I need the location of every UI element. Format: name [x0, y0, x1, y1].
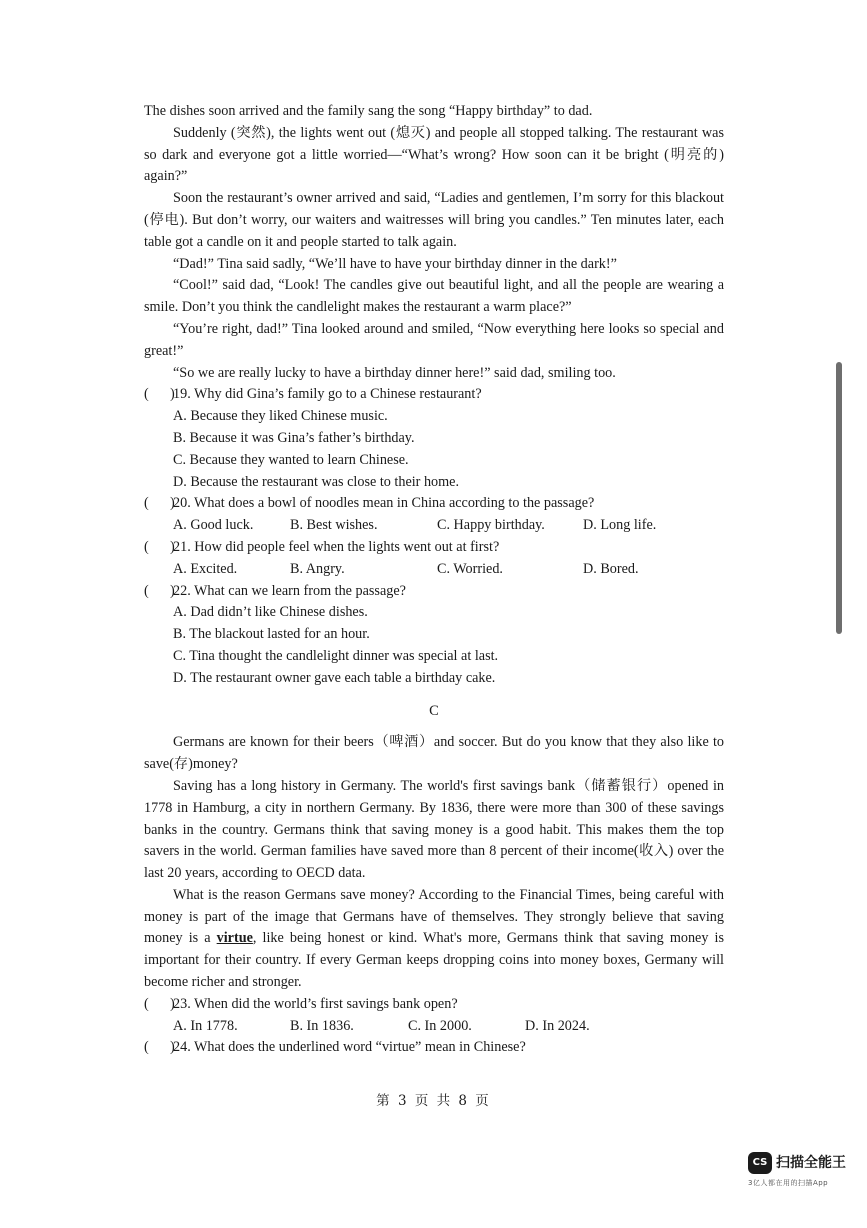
scrollbar[interactable]	[836, 362, 842, 634]
question-24	[144, 1037, 724, 1059]
passage-paragraph: “Dad!” Tina said sadly, “We’ll have to have your birthday dinner in the dark!”	[173, 255, 617, 272]
option: D. Bored.	[583, 560, 639, 577]
question-text: 20. What does a bowl of noodles mean in China according to the passage?	[173, 495, 595, 512]
option: C. Happy birthday.	[437, 517, 545, 534]
paragraph-text: , like being honest or kind. What's more, Germans think that saving money is important for their country. If every German keeps dropping coins into money boxes, Germany will become richer and stronger.	[144, 930, 724, 991]
underlined-word: virtue	[216, 930, 253, 947]
options-row	[144, 559, 724, 581]
question-text: 23. When did the world’s first savings bank open?	[173, 995, 458, 1012]
section-heading: C	[429, 702, 439, 719]
passage-paragraph: Suddenly (突然), the lights went out (熄灭) and people all stopped talking. The restaurant was so dark and everyone got a little worried—“What’s wrong? How soon can it be bright (明亮的) again?”	[144, 124, 724, 185]
passage-paragraph: The dishes soon arrived and the family sang the song “Happy birthday” to dad.	[144, 103, 593, 119]
passage-paragraph: “You’re right, dad!” Tina looked around and smiled, “Now everything here looks so special and great!”	[144, 320, 724, 359]
option: A. Because they liked Chinese music.	[173, 408, 388, 425]
passage-paragraph	[144, 885, 724, 994]
answer-blank: ( )	[144, 995, 175, 1012]
question-text: 19. Why did Gina’s family go to a Chinese restaurant?	[173, 386, 482, 403]
answer-blank: ( )	[144, 582, 175, 599]
scanner-watermark	[748, 1148, 858, 1198]
answer-blank: ( )	[144, 386, 175, 403]
question-19	[144, 384, 724, 406]
answer-blank: ( )	[144, 538, 175, 555]
answer-blank: ( )	[144, 1039, 175, 1056]
option: A. Good luck.	[173, 517, 254, 534]
options-row	[144, 515, 724, 537]
question-23	[144, 994, 724, 1016]
passage-paragraph: “Cool!” said dad, “Look! The candles give out beautiful light, and all the people are wearing a smile. Don’t you think the candlelight makes the restaurant a warm place?”	[144, 277, 724, 316]
watermark-title: 扫描全能王	[776, 1155, 846, 1171]
option: B. Best wishes.	[290, 517, 378, 534]
passage-paragraph: Saving has a long history in Germany. The world's first savings bank（储蓄银行）opened in 1778 in Hamburg, a city in northern Germany. By 1836, there were more than 300 of these savings banks in the country. Germans think that saving money is a good habit. This makes them the top savers in the world. German families have saved more than 8 percent of their income(收入) over the last 20 years, according to OECD data.	[144, 777, 724, 882]
passage-paragraph: “So we are really lucky to have a birthday dinner here!” said dad, smiling too.	[173, 364, 616, 381]
question-22	[144, 581, 724, 603]
camscanner-logo-icon: CS	[748, 1152, 772, 1174]
page-number: 第 3 页 共 8 页	[376, 1093, 491, 1109]
passage-paragraph: Soon the restaurant’s owner arrived and said, “Ladies and gentlemen, I’m sorry for this blackout (停电). But don’t worry, our waiters and waitresses will bring you candles.” Ten minutes later, each table got a candle on it and people started to talk again.	[144, 190, 724, 250]
options-row	[144, 1016, 724, 1038]
question-text: 24. What does the underlined word “virtue” mean in Chinese?	[173, 1039, 526, 1056]
answer-blank: ( )	[144, 495, 175, 512]
passage-paragraph: Germans are known for their beers（啤酒）and soccer. But do you know that they also like to save(存)money?	[144, 734, 724, 773]
option: A. Dad didn’t like Chinese dishes.	[173, 604, 368, 621]
question-text: 22. What can we learn from the passage?	[173, 582, 406, 599]
option: C. Tina thought the candlelight dinner was special at last.	[173, 647, 499, 664]
option: D. Because the restaurant was close to their home.	[173, 473, 460, 490]
option: D. Long life.	[583, 517, 657, 534]
paragraph-text: What is the reason Germans save money? According to the Financial Times, being careful with money is part of the image that Germans have of themselves. They strongly believe that saving money is a	[144, 886, 724, 947]
option: B. In 1836.	[290, 1017, 354, 1034]
option: B. The blackout lasted for an hour.	[173, 626, 370, 643]
page-content	[144, 101, 724, 1059]
option: D. In 2024.	[525, 1017, 590, 1034]
option: B. Angry.	[290, 560, 345, 577]
question-text: 21. How did people feel when the lights went out at first?	[173, 538, 500, 555]
option: C. Because they wanted to learn Chinese.	[173, 451, 409, 468]
option: C. In 2000.	[408, 1017, 472, 1034]
option: D. The restaurant owner gave each table a birthday cake.	[173, 669, 496, 686]
option: A. In 1778.	[173, 1017, 238, 1034]
option: A. Excited.	[173, 560, 238, 577]
question-21	[144, 537, 724, 559]
watermark-subtitle: 3亿人都在用的扫描App	[748, 1179, 829, 1187]
question-20	[144, 493, 724, 515]
option: B. Because it was Gina’s father’s birthday.	[173, 429, 415, 446]
option: C. Worried.	[437, 560, 503, 577]
